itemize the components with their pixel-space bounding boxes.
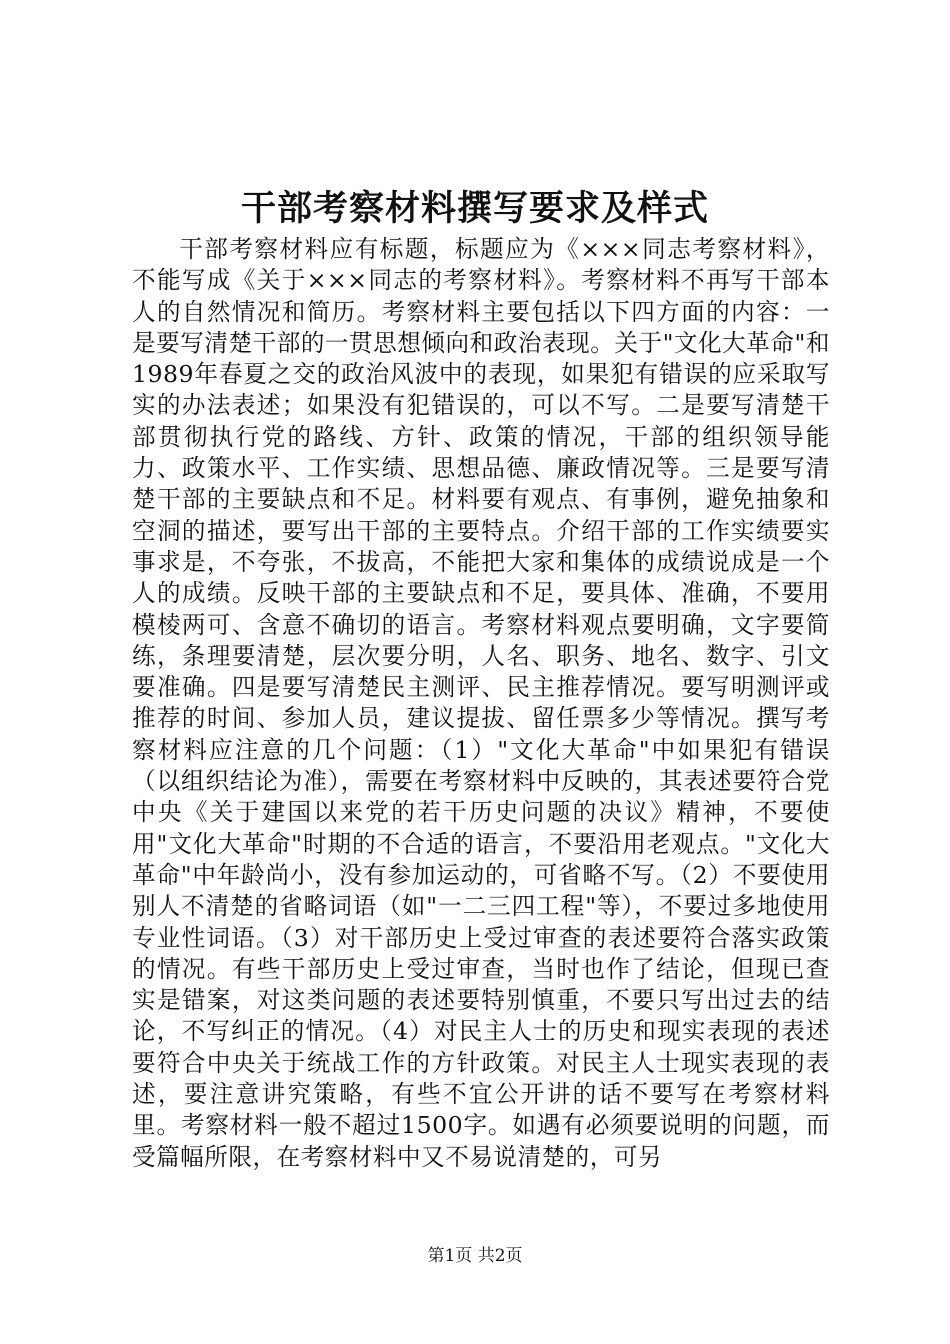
document-body-paragraph: 干部考察材料应有标题，标题应为《×××同志考察材料》，不能写成《关于×××同志的考察材料》。考察材料不再写干部本人的自然情况和简历。考察材料主要包括以下四方面的内容：一是要写清楚干部的一贯思想倾向和政治表现。关于"文化大革命"和1989年春夏之交的政治风波中的表现，如果犯有错误的应采取写实的办法表述；如果没有犯错误的，可以不写。二是要写清楚干部贯彻执行党的路线、方针、政策的情况，干部的组织领导能力、政策水平、工作实绩、思想品德、廉政情况等。三是要写清楚干部的主要缺点和不足。材料要有观点、有事例，避免抽象和空洞的描述，要写出干部的主要特点。介绍干部的工作实绩要实事求是，不夸张，不拔高，不能把大家和集体的成绩说成是一个人的成绩。反映干部的主要缺点和不足，要具体、准确，不要用模棱两可、含意不确切的语言。考察材料观点要明确，文字要简练，条理要清楚，层次要分明，人名、职务、地名、数字、引文要准确。四是要写清楚民主测评、民主推荐情况。要写明测评或推荐的时间、参加人员，建议提拔、留任票多少等情况。撰写考察材料应注意的几个问题：（1）"文化大革命"中如果犯有错误（以组织结论为准），需要在考察材料中反映的，其表述要符合党中央《关于建国以来党的若干历史问题的决议》精神，不要使用"文化大革命"时期的不合适的语言，不要沿用老观点。"文化大革命"中年龄尚小，没有参加运动的，可省略不写。（2）不要使用别人不清楚的省略词语（如"一二三四工程"等），不要过多地使用专业性词语。（3）对干部历史上受过审查的表述要符合落实政策的情况。有些干部历史上受过审查，当时也作了结论，但现已查实是错案，对这类问题的表述要特别慎重，不要只写出过去的结论，不写纠正的情况。（4）对民主人士的历史和现实表现的表述要符合中央关于统战工作的方针政策。对民主人士现实表现的表述，要注意讲究策略，有些不宜公开讲的话不要写在考察材料里。考察材料一般不超过1500字。如遇有必须要说明的问题，而受篇幅所限，在考察材料中又不易说清楚的，可另 [132,235,830,1171]
document-title: 干部考察材料撰写要求及样式 [240,188,709,229]
page-number-footer: 第1页 共2页 [427,1246,523,1266]
